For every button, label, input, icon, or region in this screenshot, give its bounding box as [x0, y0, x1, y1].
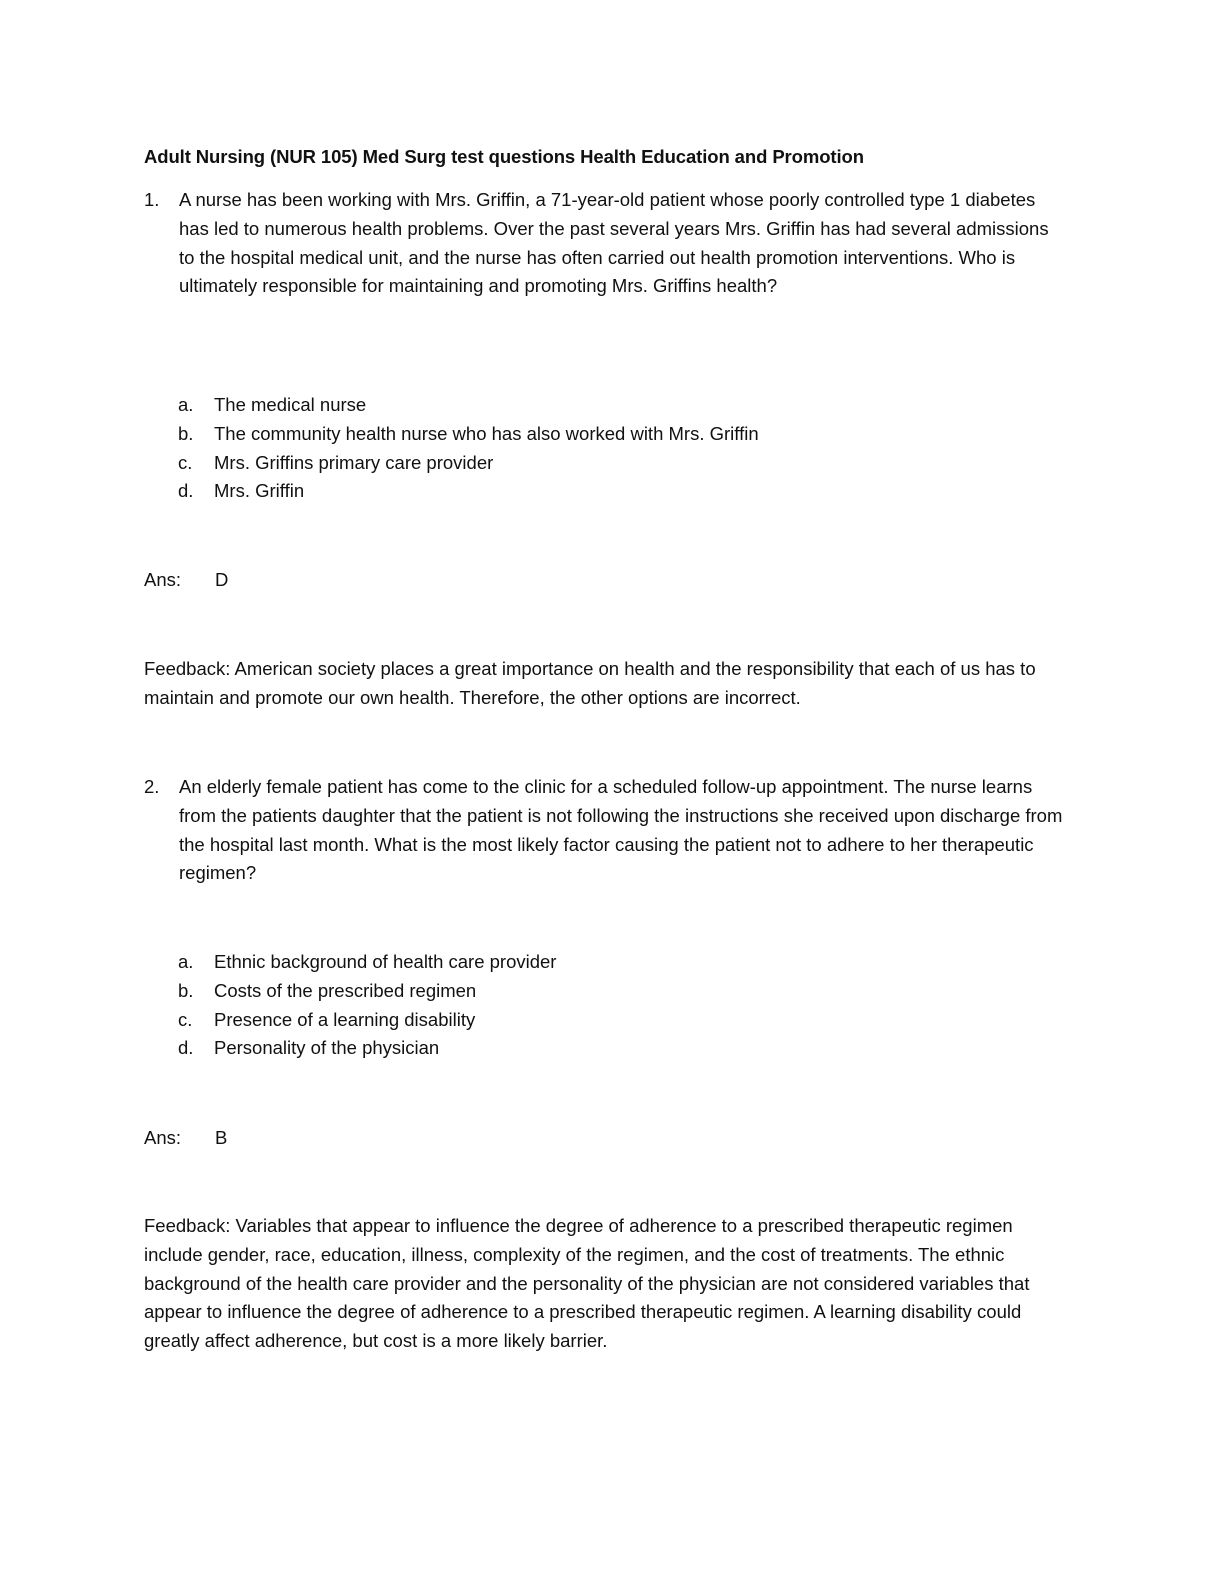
question-number: 1. [144, 189, 160, 210]
option-letter: a. [178, 394, 194, 415]
question-text: A nurse has been working with Mrs. Griffin, a 71-year-old patient whose poorly controlled type 1 diabetes has led to numerous health problems. Over the past several years Mrs. Griffin has had several admissions to the hospital medical unit, and the nurse has often carried out health promotion interventions. Who is ultimately responsible for maintaining and promoting Mrs. Griffins health? [179, 189, 1049, 297]
option-text: Mrs. Griffin [214, 480, 305, 502]
question-number: 2. [144, 776, 160, 797]
answer-value: B [215, 1127, 228, 1148]
answer-label: Ans: [144, 1127, 182, 1148]
option-text: The community health nurse who has also worked with Mrs. Griffin [214, 422, 759, 444]
option-letter: b. [178, 422, 194, 444]
option-text: Costs of the prescribed regimen [214, 979, 477, 1001]
question-2-feedback: Feedback: Variables that appear to influence the degree of adherence to a prescribed therapeutic regimen include gender, race, education, illness, complexity of the regimen, and the cost of treatments. The ethnic background of the health care provider and the personality of the physician are not considered variables that appear to influence the degree of adherence to a prescribed therapeutic regimen. A learning disability could greatly affect adherence, but cost is a more likely barrier. [144, 1215, 1030, 1352]
question-1-feedback: Feedback: American society places a great importance on health and the responsibility that each of us has to maintain and promote our own health. Therefore, the other options are incorrect. [144, 658, 1036, 708]
option-text: The medical nurse [214, 394, 367, 415]
option-text: Personality of the physician [214, 1037, 440, 1059]
document-title: Adult Nursing (NUR 105) Med Surg test questions Health Education and Promotion [144, 146, 864, 167]
option-letter: c. [178, 1008, 193, 1030]
answer-label: Ans: [144, 569, 182, 590]
option-text: Mrs. Griffins primary care provider [214, 451, 494, 473]
answer-value: D [215, 569, 229, 590]
option-letter: b. [178, 979, 194, 1001]
option-letter: c. [178, 451, 193, 473]
option-letter: d. [178, 1037, 194, 1059]
option-text: Ethnic background of health care provider [214, 951, 557, 972]
question-1 [144, 186, 1074, 301]
option-text: Presence of a learning disability [214, 1008, 476, 1030]
option-letter: a. [178, 951, 194, 972]
question-2 [144, 773, 1074, 888]
question-text: An elderly female patient has come to the clinic for a scheduled follow-up appointment. The nurse learns from the patients daughter that the patient is not following the instructions she received upon discharge from the hospital last month. What is the most likely factor causing the patient not to adhere to her therapeutic regimen? [179, 776, 1063, 884]
option-letter: d. [178, 480, 194, 502]
